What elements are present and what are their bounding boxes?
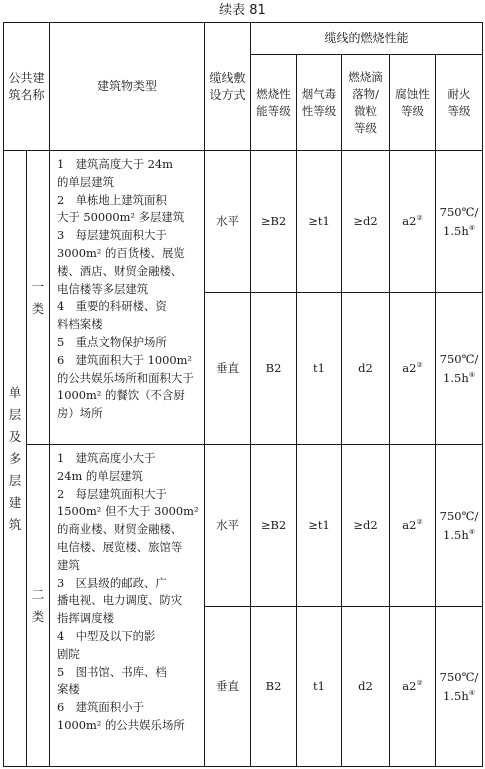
dripping-grade: d2 xyxy=(342,607,390,767)
corrosion-grade: a2② xyxy=(390,151,436,293)
corrosion-grade: a2② xyxy=(390,607,436,767)
header-building-name: 公共建 筑名称 xyxy=(4,23,50,151)
fire-resistance-grade: 750℃/ 1.5h④ xyxy=(436,607,483,767)
footnote-mark: ② xyxy=(416,214,423,223)
combustion-grade: ≥B2 xyxy=(251,445,297,607)
header-building-type: 建筑物类型 xyxy=(50,23,205,151)
cable-combustion-table xyxy=(3,22,483,767)
table-row xyxy=(4,445,483,607)
class-1-building-types: 1 建筑高度大于 24m 的单层建筑 2 单栋地上建筑面积 大于 50000m² 多层建筑 3 每层建筑面积大于 3000m² 的百货楼、展览 楼、酒店、财贸金融楼、 电信楼等多层建筑 4 重要的科研楼、资 料档案楼 5 重点文物保护场所 6 建筑面积大于 1000m² 的公共娱乐场所和面积大于 1000m² 的餐饮（不含厨 房）场所 xyxy=(50,151,205,445)
combustion-grade: ≥B2 xyxy=(251,151,297,293)
laying-method: 垂直 xyxy=(205,607,251,767)
category-main-label: 单 层 及 多 层 建 筑 xyxy=(4,151,27,767)
class-2-label: 二 类 xyxy=(27,445,50,767)
footnote-mark: ④ xyxy=(468,527,476,536)
laying-method: 垂直 xyxy=(205,293,251,445)
combustion-grade: B2 xyxy=(251,607,297,767)
footnote-mark: ④ xyxy=(468,370,476,379)
smoke-toxicity-grade: t1 xyxy=(297,607,342,767)
fire-resistance-grade: 750℃/ 1.5h④ xyxy=(436,151,483,293)
header-row-1 xyxy=(4,23,483,55)
smoke-toxicity-grade: t1 xyxy=(297,293,342,445)
table-row xyxy=(4,151,483,293)
header-combustion-grade: 燃烧性 能等级 xyxy=(251,55,297,151)
header-fire-resistance: 耐火 等级 xyxy=(436,55,483,151)
dripping-grade: ≥d2 xyxy=(342,445,390,607)
header-corrosion-grade: 腐蚀性 等级 xyxy=(390,55,436,151)
laying-method: 水平 xyxy=(205,151,251,293)
footnote-mark: ② xyxy=(416,679,423,688)
laying-method: 水平 xyxy=(205,445,251,607)
footnote-mark: ④ xyxy=(468,688,476,697)
combustion-grade: B2 xyxy=(251,293,297,445)
corrosion-grade: a2② xyxy=(390,293,436,445)
fire-resistance-grade: 750℃/ 1.5h④ xyxy=(436,293,483,445)
dripping-grade: ≥d2 xyxy=(342,151,390,293)
dripping-grade: d2 xyxy=(342,293,390,445)
table-caption: 续表 81 xyxy=(219,3,266,18)
header-dripping-grade: 燃烧滴 落物/ 微粒 等级 xyxy=(342,55,390,151)
header-smoke-toxicity: 烟气毒 性等级 xyxy=(297,55,342,151)
fire-resistance-grade: 750℃/ 1.5h④ xyxy=(436,445,483,607)
footnote-mark: ② xyxy=(416,518,423,527)
header-laying-method: 缆线敷 设方式 xyxy=(205,23,251,151)
corrosion-grade: a2② xyxy=(390,445,436,607)
smoke-toxicity-grade: ≥t1 xyxy=(297,445,342,607)
footnote-mark: ④ xyxy=(468,223,476,232)
smoke-toxicity-grade: ≥t1 xyxy=(297,151,342,293)
header-combustion-performance: 缆线的燃烧性能 xyxy=(251,23,483,55)
class-2-building-types: 1 建筑高度小大于 24m 的单层建筑 2 每层建筑面积大于 1500m² 但不大于 3000m² 的商业楼、财贸金融楼、 电信楼、展览楼、旅馆等 建筑 3 区县级的邮政、广 播电视、电力调度、防灾 指挥调度楼 4 中型及以下的影 剧院 5 图书馆、书库、档 案楼 6 建筑面积小于 1000m² 的公共娱乐场所 xyxy=(50,445,205,767)
footnote-mark: ② xyxy=(416,361,423,370)
class-1-label: 一 类 xyxy=(27,151,50,445)
